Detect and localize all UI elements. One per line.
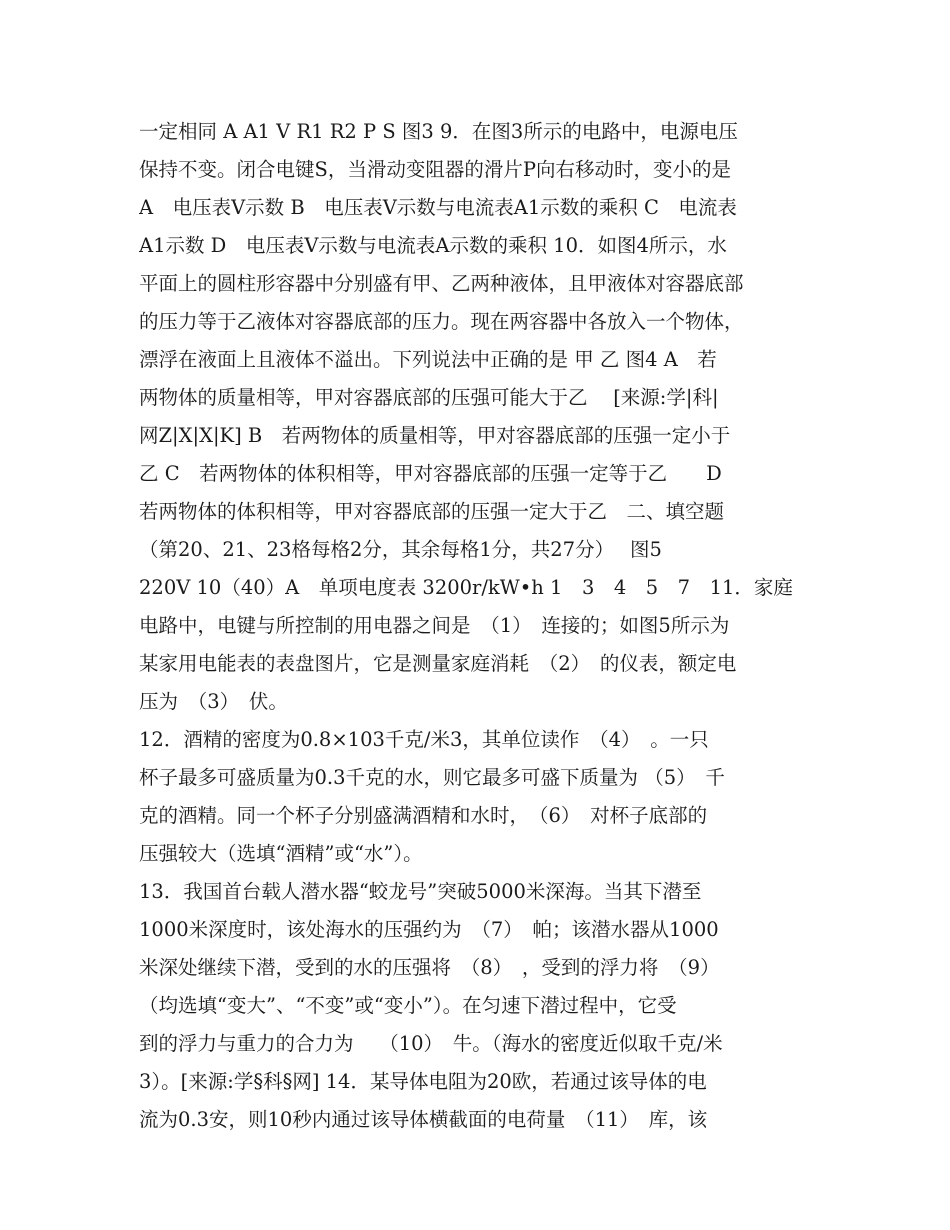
text-line: 12．酒精的密度为0.8×103千克/米3，其单位读作 （4） 。一只 bbox=[139, 728, 709, 751]
text-line: 杯子最多可盛质量为0.3千克的水，则它最多可盛下质量为 （5） 千 bbox=[139, 766, 725, 789]
text-line: 电路中，电键与所控制的用电器之间是 （1） 连接的；如图5所示为 bbox=[139, 614, 730, 637]
text-line: 保持不变。闭合电键S，当滑动变阻器的滑片P向右移动时，变小的是 bbox=[139, 158, 731, 181]
text-line: 某家用电能表的表盘图片，它是测量家庭消耗 （2） 的仪表，额定电 bbox=[139, 652, 737, 675]
text-line: 13．我国首台载人潜水器“蛟龙号”突破5000米深海。当其下潜至 bbox=[139, 880, 702, 903]
text-line: 的压力等于乙液体对容器底部的压力。现在两容器中各放入一个物体， bbox=[139, 310, 744, 333]
text-line: 压为 （3） 伏。 bbox=[139, 690, 288, 713]
text-line: 乙 C 若两物体的体积相等，甲对容器底部的压强一定等于乙 D bbox=[139, 462, 722, 485]
text-line: 压强较大（选填“酒精”或“水”）。 bbox=[139, 842, 423, 865]
text-line: 网Z|X|X|K] B 若两物体的质量相等，甲对容器底部的压强一定小于 bbox=[139, 424, 731, 447]
text-line: 一定相同 A A1 V R1 R2 P S 图3 9．在图3所示的电路中，电源电压 bbox=[139, 120, 738, 143]
text-line: A1示数 D 电压表V示数与电流表A示数的乘积 10．如图4所示，水 bbox=[139, 234, 727, 257]
text-line: 流为0.3安，则10秒内通过该导体横截面的电荷量 （11） 库，该 bbox=[139, 1108, 708, 1131]
text-line: 漂浮在液面上且液体不溢出。下列说法中正确的是 甲 乙 图4 A 若 bbox=[139, 348, 717, 371]
text-line: A 电压表V示数 B 电压表V示数与电流表A1示数的乘积 C 电流表 bbox=[139, 196, 737, 219]
body-text bbox=[139, 113, 819, 1139]
text-line: 若两物体的体积相等，甲对容器底部的压强一定大于乙 二、填空题 bbox=[139, 500, 725, 523]
text-line: 克的酒精。同一个杯子分别盛满酒精和水时， （6） 对杯子底部的 bbox=[139, 804, 708, 827]
text-line: 米深处继续下潜，受到的水的压强将 （8） ，受到的浮力将 （9） bbox=[139, 956, 720, 979]
text-line: 两物体的质量相等，甲对容器底部的压强可能大于乙 [来源:学|科| bbox=[139, 386, 719, 409]
text-line: 到的浮力与重力的合力为 （10） 牛。（海水的密度近似取千克/米 bbox=[139, 1032, 723, 1055]
text-line: （均选填“变大”、“不变”或“变小”）。在匀速下潜过程中，它受 bbox=[139, 994, 677, 1017]
text-line: 1000米深度时，该处海水的压强约为 （7） 帕；该潜水器从1000 bbox=[139, 918, 719, 941]
text-line: 220V 10（40）A 单项电度表 3200r/kW•h 1 3 4 5 7 11．家庭 bbox=[139, 576, 793, 599]
text-line: 3）。[来源:学§科§网] 14．某导体电阻为20欧，若通过该导体的电 bbox=[139, 1070, 707, 1093]
text-line: 平面上的圆柱形容器中分别盛有甲、乙两种液体，且甲液体对容器底部 bbox=[139, 272, 744, 295]
text-line: （第20、21、23格每格2分，其余每格1分，共27分） 图5 bbox=[139, 538, 662, 561]
